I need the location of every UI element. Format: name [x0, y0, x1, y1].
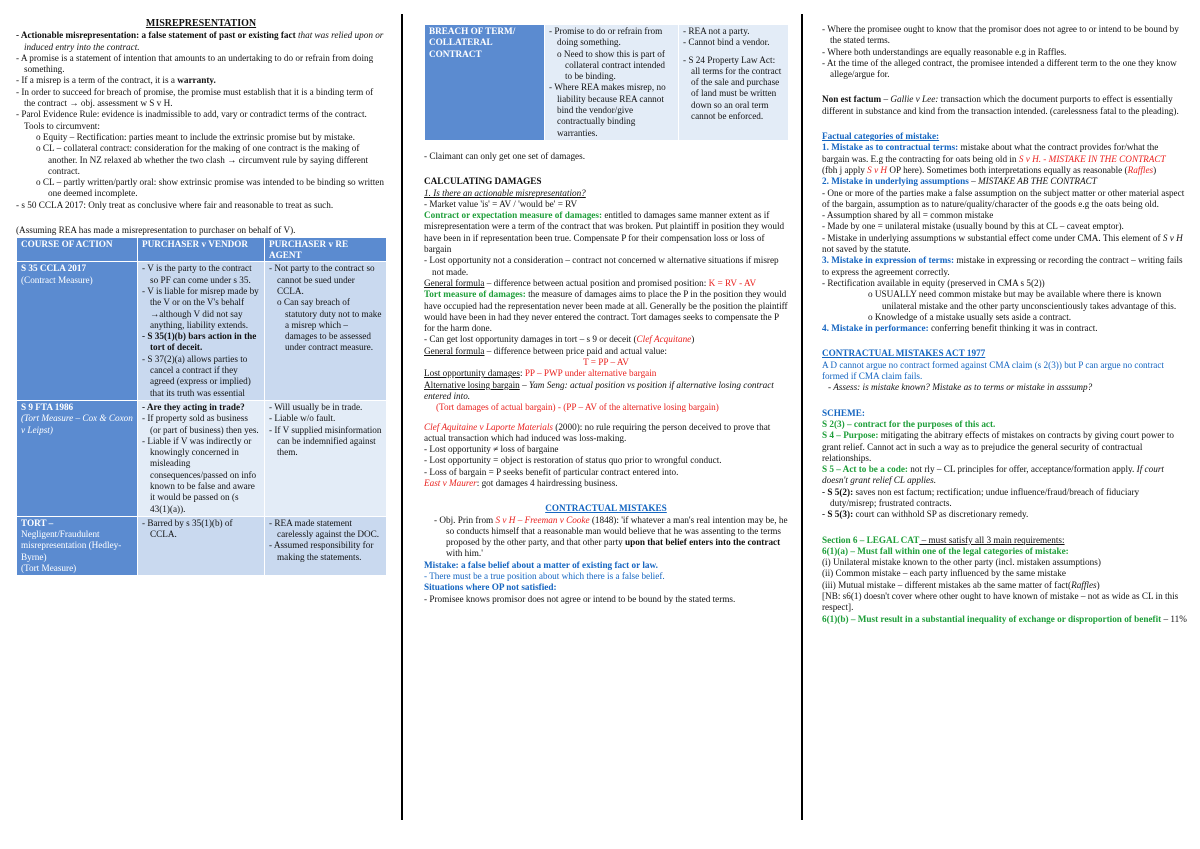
para-s50-ccla: - s 50 CCLA 2017: Only treat as conclusive where fair and reasonable to treat as such. [16, 199, 334, 210]
section-title-contractual-mistakes: CONTRACTUAL MISTAKES [545, 503, 667, 514]
bullet-partly-written: o CL – partly written/partly oral: show extrinsic promise was intended to be binding so written one deemed incomplete. [36, 177, 384, 199]
bullet-s5-3: - S 5(3): court can withhold SP as discretionary remedy. [822, 509, 1029, 520]
para-true-position: - There must be a true position about which there is a false belief. [424, 571, 665, 582]
cell-s35-vendor: - V is the party to the contract so PF can come under s 35. - V is liable for misrep made by the V or on the V's behalf →although V did not say anything, liability extends. - S 35(1)(b) bars action in the tort of deceit. - S 37(2)(a) allows parties to cancel a contract if they agreed (express or implied) that its truth was essential [138, 262, 265, 401]
assumption-note: (Assuming REA has made a misrepresentation to purchaser on behalf of V). [16, 225, 296, 236]
heading-factual-categories: Factual categories of mistake: [822, 131, 940, 142]
formula-alternative: (Tort damages of actual bargain) - (PP – AV of the alternative losing bargain) [436, 402, 719, 413]
cell-tort-agent: - REA made statement carelessly against the DOC. - Assumed responsibility for making the statements. [265, 516, 387, 575]
bullet-false-assumption: - One or more of the parties make a false assumption on the subject matter or other material aspect of the bargain, assumption as to nature/quality/character of the goods e.g the oats being old. [822, 187, 1185, 209]
formula-t: T = PP – AV [583, 357, 629, 368]
para-warranty: - If a misrep is a term of the contract, it is a warranty. [16, 75, 216, 86]
header-purchaser-v-re-agent: PURCHASER v RE AGENT [265, 238, 387, 262]
para-mistake-terms: 1. Mistake as to contractual terms: mistake about what the contract provides for/what the bargain was. E.g the contracting for oats being old in S v H. - MISTAKE IN THE CONTRACT [822, 142, 1166, 164]
bullet-lo-not-equal: - Lost opportunity ≠ loss of bargaine [424, 444, 559, 455]
para-s6-1-b: 6(1)(b) – Must result in a substantial inequality of exchange or disproportion of benefit – 11% [822, 613, 1187, 624]
para-s5: S 5 – Act to be a code: not rly – CL principles for offer, acceptance/formation apply. If court doesn't grant relief CL applies. [822, 464, 1164, 486]
para-market-value: - Market value 'is' = AV / 'would be' = RV [424, 198, 578, 209]
table-row [425, 25, 789, 141]
para-non-est-factum: Non est factum – Gallie v Lee: transaction which the document purports to effect is essentially different in substance and kind from the transaction intended. (carelessness fatal to the pleading). [822, 94, 1179, 116]
course-of-action-table [16, 237, 387, 576]
column-divider-right [801, 14, 803, 820]
para-s2-3: S 2(3) – contract for the purposes of this act. [822, 418, 996, 429]
para-s4: S 4 – Purpose: mitigating the abitrary effects of mistakes on contracts by giving court power to grant relief. Cannot act in such a way as to prejudice the general security of contractual relationships. [822, 430, 1174, 463]
para-cma-claim: A D cannot argue no contract formed against CMA claim (s 2(3)) but P can argue no contract formed if CMA claim fails. [822, 359, 1164, 382]
bullet-ought-to-know: - Where the promisee ought to know that the promisor does not agree to or intend to be bound by the stated terms. [822, 24, 1179, 46]
para-east-v-maurer: East v Maurer: got damages 4 hairdressing business. [424, 477, 618, 488]
para-s6-1-a: 6(1)(a) – Must fall within one of the legal categories of mistake: [822, 545, 1069, 556]
bullet-usually-common: o USUALLY need common mistake but may be available where there is known unilateral mistake and the other party unconscientiously takes advantage of this. [868, 289, 1177, 311]
cell-s35-agent: - Not party to the contract so cannot be sued under CCLA. o Can say breach of statutory duty not to make a misrep which – damages to be assessed under contract measure. [265, 262, 387, 401]
formula-tort: General formula – difference between price paid and actual value: [424, 345, 667, 356]
para-tort-measure: Tort measure of damages: the measure of damages aims to place the P in the position they would have occupied had the representation never been made at all. Generally be the position the plaintiff would have been in had they never entered the contract. Tort damages seeks to compensate the P for the harm done. [424, 289, 788, 334]
table-row [17, 400, 387, 516]
para-parol-evidence: - Parol Evidence Rule: evidence is inadmissible to add, vary or contradict terms of the contract. Tools to circumvent: [16, 109, 367, 131]
definition-actionable-misrep: - Actionable misrepresentation: a false statement of past or existing fact that was relied upon or induced entry into the contract. [16, 30, 384, 52]
para-clef-aquitaine: Clef Aquitaine v Laporte Materials (2000): no rule requiring the person deceived to prove that actual transaction which had induced was loss-making. [424, 421, 771, 443]
para-objective-principle: - Obj. Prin from S v H – Freeman v Cooke (1848): 'if whatever a man's real intention may be, he so conducts himself that a reasonable man would believe that he was assenting to the terms proposed by the other party, and that other party upon that belief enters into the contract with him.' [434, 514, 788, 559]
bullet-cma-effect: - Mistake in underlying assumptions w substantial effect come under CMA. This element of S v H not saved by the statute. [822, 232, 1183, 255]
row-head-s9-fta: S 9 FTA 1986 (Tort Measure – Cox & Coxon v Leipst) [17, 400, 138, 516]
para-contract-measure: Contract or expectation measure of damages: entitled to damages same manner extent as if misrepresentation were a term of the contract that was broken. Put plaintiff in position they would have been in if representation been true. Compensate P for their compensation loss or loss of bargain [424, 210, 785, 255]
bullet-lo-object: - Lost opportunity = object is restoration of status quo prior to wrongful conduct. [424, 455, 722, 466]
bullet-assess: - Assess: is mistake known? Mistake as to terms or mistake in asssump? [828, 382, 1093, 393]
cell-fta-agent: - Will usually be in trade. - Liable w/o fault. - If V supplied misinformation can be indemnified against them. [265, 400, 387, 516]
cell-tort-vendor: - Barred by s 35(1)(b) of CCLA. [138, 516, 265, 575]
item-common: (ii) Common mistake – each party influenced by the same mistake [822, 568, 1066, 579]
header-course-of-action: COURSE OF ACTION [17, 238, 138, 262]
column-divider-left [401, 14, 403, 820]
cell-breach-agent: - REA not a party. - Cannot bind a vendor. - S 24 Property Law Act: all terms for the contract of the sale and purchase of land must be written down so an oral term cannot be enforced. [679, 25, 789, 141]
item-nb: [NB: s6(1) doesn't cover where other ought to have known of mistake – not as wide as CL in this respect]. [822, 591, 1179, 613]
header-purchaser-v-vendor: PURCHASER v VENDOR [138, 238, 265, 262]
bullet-collateral: o CL – collateral contract: consideration for the making of one contract is the making of another. In NZ relaxed ab whether the two clash → circumvent rule by saying different contract. [36, 143, 369, 176]
para-alternative-losing: Alternative losing bargain – Yam Seng: actual position vs position if alternative losing contract entered into. [424, 379, 774, 401]
bullet-equity: o Equity – Rectification: parties meant to include the extrinsic promise but by mistake. [36, 131, 355, 142]
heading-scheme: SCHEME: [822, 407, 865, 418]
row-head-breach-of-term: BREACH OF TERM/ COLLATERAL CONTRACT [425, 25, 545, 141]
question-actionable: 1. Is there an actionable misrepresentation? [424, 187, 586, 198]
cell-fta-vendor: - Are they acting in trade? - If property sold as business (or part of business) then yes. - Liable if V was indirectly or knowingly concerned in misleading consequences/passed on info known to be false and aware it would be passed on (s 43(1)(a)). [138, 400, 265, 516]
item-mutual: (iii) Mutual mistake – different mistakes ab the same matter of fact(Raffles) [822, 579, 1100, 590]
definition-mistake: Mistake: a false belief about a matter of existing fact or law. [424, 559, 658, 570]
heading-cma-1977: CONTRACTUAL MISTAKES ACT 1977 [822, 348, 986, 359]
heading-situations: Situations where OP not satisfied: [424, 582, 557, 593]
para-promise: - A promise is a statement of intention that amounts to an undertaking to do or refrain from doing something. [16, 52, 374, 75]
table-row [17, 516, 387, 575]
column-misrepresentation [16, 18, 386, 576]
cell-breach-vendor: - Promise to do or refrain from doing something. o Need to show this is part of collateral contract intended to be binding. - Where REA makes misrep, no liability because REA cannot bind the vendor/give contractually binding warranties. [545, 25, 679, 141]
para-lost-opportunity-contract: - Lost opportunity not a consideration – contract not concerned w alternative situations if misrep not made. [424, 255, 779, 277]
item-unilateral: (i) Unilateral mistake known to the other party (incl. mistaken assumptions) [822, 557, 1101, 568]
table-row [17, 262, 387, 401]
section-title-misrepresentation: MISREPRESENTATION [145, 18, 257, 29]
bullet-loss-of-bargain: - Loss of bargain = P seeks benefit of particular contract entered into. [424, 466, 679, 477]
breach-of-term-table [424, 24, 789, 141]
row-head-s35: S 35 CCLA 2017 (Contract Measure) [17, 262, 138, 401]
para-mistake-performance: 4. Mistake in performance: conferring benefit thinking it was in contract. [822, 323, 1098, 334]
bullet-different-term: - At the time of the alleged contract, the promisee intended a different term to the one they know allege/argue for. [822, 57, 1177, 80]
table-header-row [17, 238, 387, 262]
bullet-knowledge: o Knowledge of a mistake usually sets aside a contract. [868, 311, 1072, 322]
bullet-common-mistake: - Assumption shared by all = common mistake [822, 210, 994, 221]
column-mistakes [822, 24, 1187, 625]
row-head-tort: TORT – Negligent/Fraudulent misrepresentation (Hedley-Byrne) (Tort Measure) [17, 516, 138, 575]
bullet-s5-2: - S 5(2): saves non est factum; rectification; undue influence/fraud/breach of fiduciary duty/misrep; frustrated contracts. [822, 486, 1140, 508]
para-mistake-assumptions: 2. Mistake in underlying assumptions – MISTAKE AB THE CONTRACT [822, 176, 1097, 187]
bullet-promisee-knows: - Promisee knows promisor does not agree or intend to be bound by the stated terms. [424, 593, 736, 604]
bullet-rectification: - Rectification available in equity (preserved in CMA s 5(2)) [822, 277, 1045, 288]
para-one-set-damages: - Claimant can only get one set of damages. [424, 150, 585, 161]
formula-contract: General formula – difference between actual position and promised position: K = RV - AV [424, 277, 757, 288]
column-damages [424, 24, 788, 605]
formula-lost-opportunity: Lost opportunity damages: PP – PWP under alternative bargain [424, 368, 657, 379]
para-breach-of-promise: - In order to succeed for breach of promise, the promise must establish that it is a binding term of the contract → obj. assessment w S v H. [16, 86, 374, 109]
para-mistake-expression: 3. Mistake in expression of terms: mistake in expressing or recording the contract – writing fails to express the agreement correctly. [822, 255, 1183, 277]
heading-section-6: Section 6 – LEGAL CAT – must satisfy all 3 main requirements: [822, 534, 1065, 545]
section-title-calculating-damages: CALCULATING DAMAGES [424, 176, 542, 187]
bullet-equally-reasonable: - Where both understandings are equally reasonable e.g in Raffles. [822, 46, 1067, 57]
bullet-unilateral-mistake: - Made by one = unilateral mistake (usually bound by this at CL – caveat emptor). [822, 221, 1124, 232]
para-lost-opportunity-tort: - Can get lost opportunity damages in tort – s 9 or deceit (Clef Acquitane) [424, 334, 695, 345]
para-mistake-terms-2: (fbh j apply S v H OP here). Sometimes both interpretations equally as reasonable (Raffles) [822, 164, 1157, 175]
